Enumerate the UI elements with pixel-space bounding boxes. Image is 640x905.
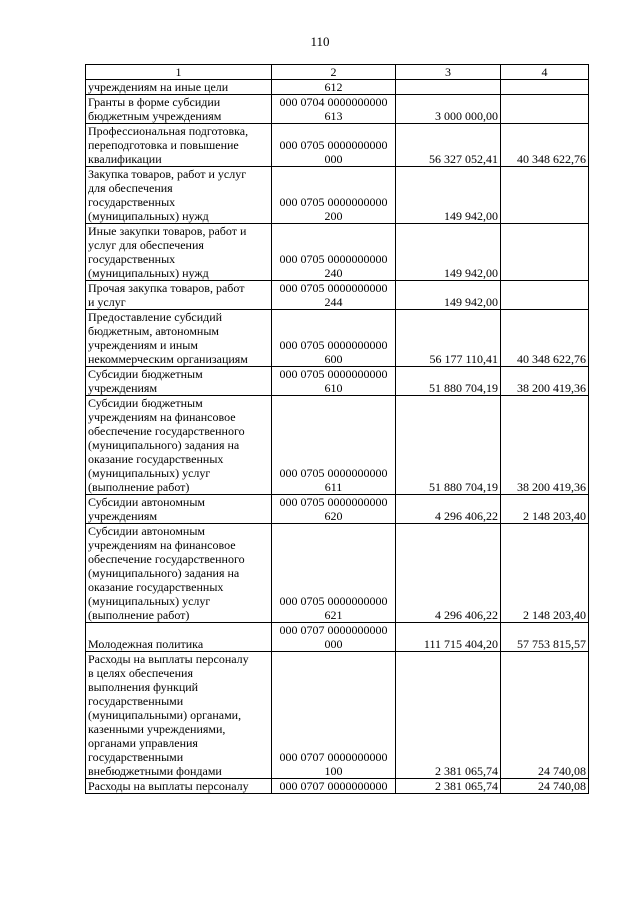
row-value-col4-cell	[501, 95, 589, 124]
table-row	[86, 396, 589, 495]
page-number: 110	[310, 34, 330, 49]
table-header-row	[86, 65, 589, 80]
row-value-col4-cell: 2 148 203,40	[501, 495, 589, 524]
row-value-col3-cell: 4 296 406,22	[396, 495, 501, 524]
row-name-cell: Субсидии бюджетным учреждениям	[86, 367, 272, 396]
row-value-col3-cell: 56 177 110,41	[396, 310, 501, 367]
row-code-cell: 000 0705 0000000000 610	[272, 367, 396, 396]
row-value-col3-cell: 2 381 065,74	[396, 652, 501, 779]
row-name-cell: Субсидии автономным учреждениям	[86, 495, 272, 524]
row-name-cell: Гранты в форме субсидии бюджетным учреждениям	[86, 95, 272, 124]
row-code-cell: 000 0705 0000000000 244	[272, 281, 396, 310]
row-value-col4-cell	[501, 167, 589, 224]
row-value-col4-cell: 40 348 622,76	[501, 124, 589, 167]
table-row	[86, 95, 589, 124]
row-code-cell: 612	[272, 80, 396, 95]
table-row	[86, 124, 589, 167]
table-row	[86, 167, 589, 224]
table-row	[86, 623, 589, 652]
row-value-col3-cell: 2 381 065,74	[396, 779, 501, 794]
row-value-col4-cell: 2 148 203,40	[501, 524, 589, 623]
row-code-cell: 000 0705 0000000000 000	[272, 124, 396, 167]
row-name-cell: Закупка товаров, работ и услуг для обеспечения государственных (муниципальных) нужд	[86, 167, 272, 224]
budget-table	[85, 64, 589, 794]
row-value-col4-cell: 40 348 622,76	[501, 310, 589, 367]
row-name-cell: Иные закупки товаров, работ и услуг для обеспечения государственных (муниципальных) нужд	[86, 224, 272, 281]
row-name-cell: Предоставление субсидий бюджетным, автономным учреждениям и иным некоммерческим организациям	[86, 310, 272, 367]
row-code-cell: 000 0707 0000000000	[272, 779, 396, 794]
table-row	[86, 281, 589, 310]
row-value-col3-cell: 4 296 406,22	[396, 524, 501, 623]
row-code-cell: 000 0705 0000000000 240	[272, 224, 396, 281]
row-code-cell: 000 0705 0000000000 600	[272, 310, 396, 367]
table-row	[86, 367, 589, 396]
row-value-col3-cell: 149 942,00	[396, 167, 501, 224]
row-value-col4-cell: 24 740,08	[501, 652, 589, 779]
row-value-col3-cell: 51 880 704,19	[396, 367, 501, 396]
row-value-col4-cell: 24 740,08	[501, 779, 589, 794]
row-code-cell: 000 0707 0000000000 000	[272, 623, 396, 652]
row-code-cell: 000 0705 0000000000 200	[272, 167, 396, 224]
row-name-cell: Профессиональная подготовка, переподготовка и повышение квалификации	[86, 124, 272, 167]
row-value-col4-cell	[501, 224, 589, 281]
row-value-col3-cell	[396, 80, 501, 95]
column-header-1: 1	[86, 65, 272, 80]
table-body	[86, 80, 589, 794]
column-header-3: 3	[396, 65, 501, 80]
row-value-col4-cell	[501, 281, 589, 310]
table-row	[86, 80, 589, 95]
row-name-cell: Субсидии бюджетным учреждениям на финансовое обеспечение государственного (муниципального) задания на оказание государственных (муниципальных) услуг (выполнение работ)	[86, 396, 272, 495]
row-code-cell: 000 0705 0000000000 611	[272, 396, 396, 495]
table-row	[86, 779, 589, 794]
row-value-col3-cell: 149 942,00	[396, 224, 501, 281]
row-name-cell: Расходы на выплаты персоналу	[86, 779, 272, 794]
row-value-col4-cell: 57 753 815,57	[501, 623, 589, 652]
row-name-cell: Субсидии автономным учреждениям на финансовое обеспечение государственного (муниципального) задания на оказание государственных (муниципальных) услуг (выполнение работ)	[86, 524, 272, 623]
table-row	[86, 495, 589, 524]
row-code-cell: 000 0704 0000000000 613	[272, 95, 396, 124]
row-value-col4-cell	[501, 80, 589, 95]
row-code-cell: 000 0707 0000000000 100	[272, 652, 396, 779]
row-name-cell: Прочая закупка товаров, работ и услуг	[86, 281, 272, 310]
row-value-col3-cell: 3 000 000,00	[396, 95, 501, 124]
table-row	[86, 652, 589, 779]
table-row	[86, 224, 589, 281]
column-header-4: 4	[501, 65, 589, 80]
row-name-cell: Расходы на выплаты персоналу в целях обеспечения выполнения функций государственными (муниципальными) органами, казенными учреждениями, органами управления государственными внебюджетными фондами	[86, 652, 272, 779]
row-value-col4-cell: 38 200 419,36	[501, 396, 589, 495]
row-name-cell: Молодежная политика	[86, 623, 272, 652]
table-row	[86, 524, 589, 623]
row-code-cell: 000 0705 0000000000 620	[272, 495, 396, 524]
row-value-col3-cell: 56 327 052,41	[396, 124, 501, 167]
row-value-col3-cell: 51 880 704,19	[396, 396, 501, 495]
row-name-cell: учреждениям на иные цели	[86, 80, 272, 95]
table-row	[86, 310, 589, 367]
row-value-col3-cell: 149 942,00	[396, 281, 501, 310]
row-code-cell: 000 0705 0000000000 621	[272, 524, 396, 623]
row-value-col4-cell: 38 200 419,36	[501, 367, 589, 396]
row-value-col3-cell: 111 715 404,20	[396, 623, 501, 652]
column-header-2: 2	[272, 65, 396, 80]
